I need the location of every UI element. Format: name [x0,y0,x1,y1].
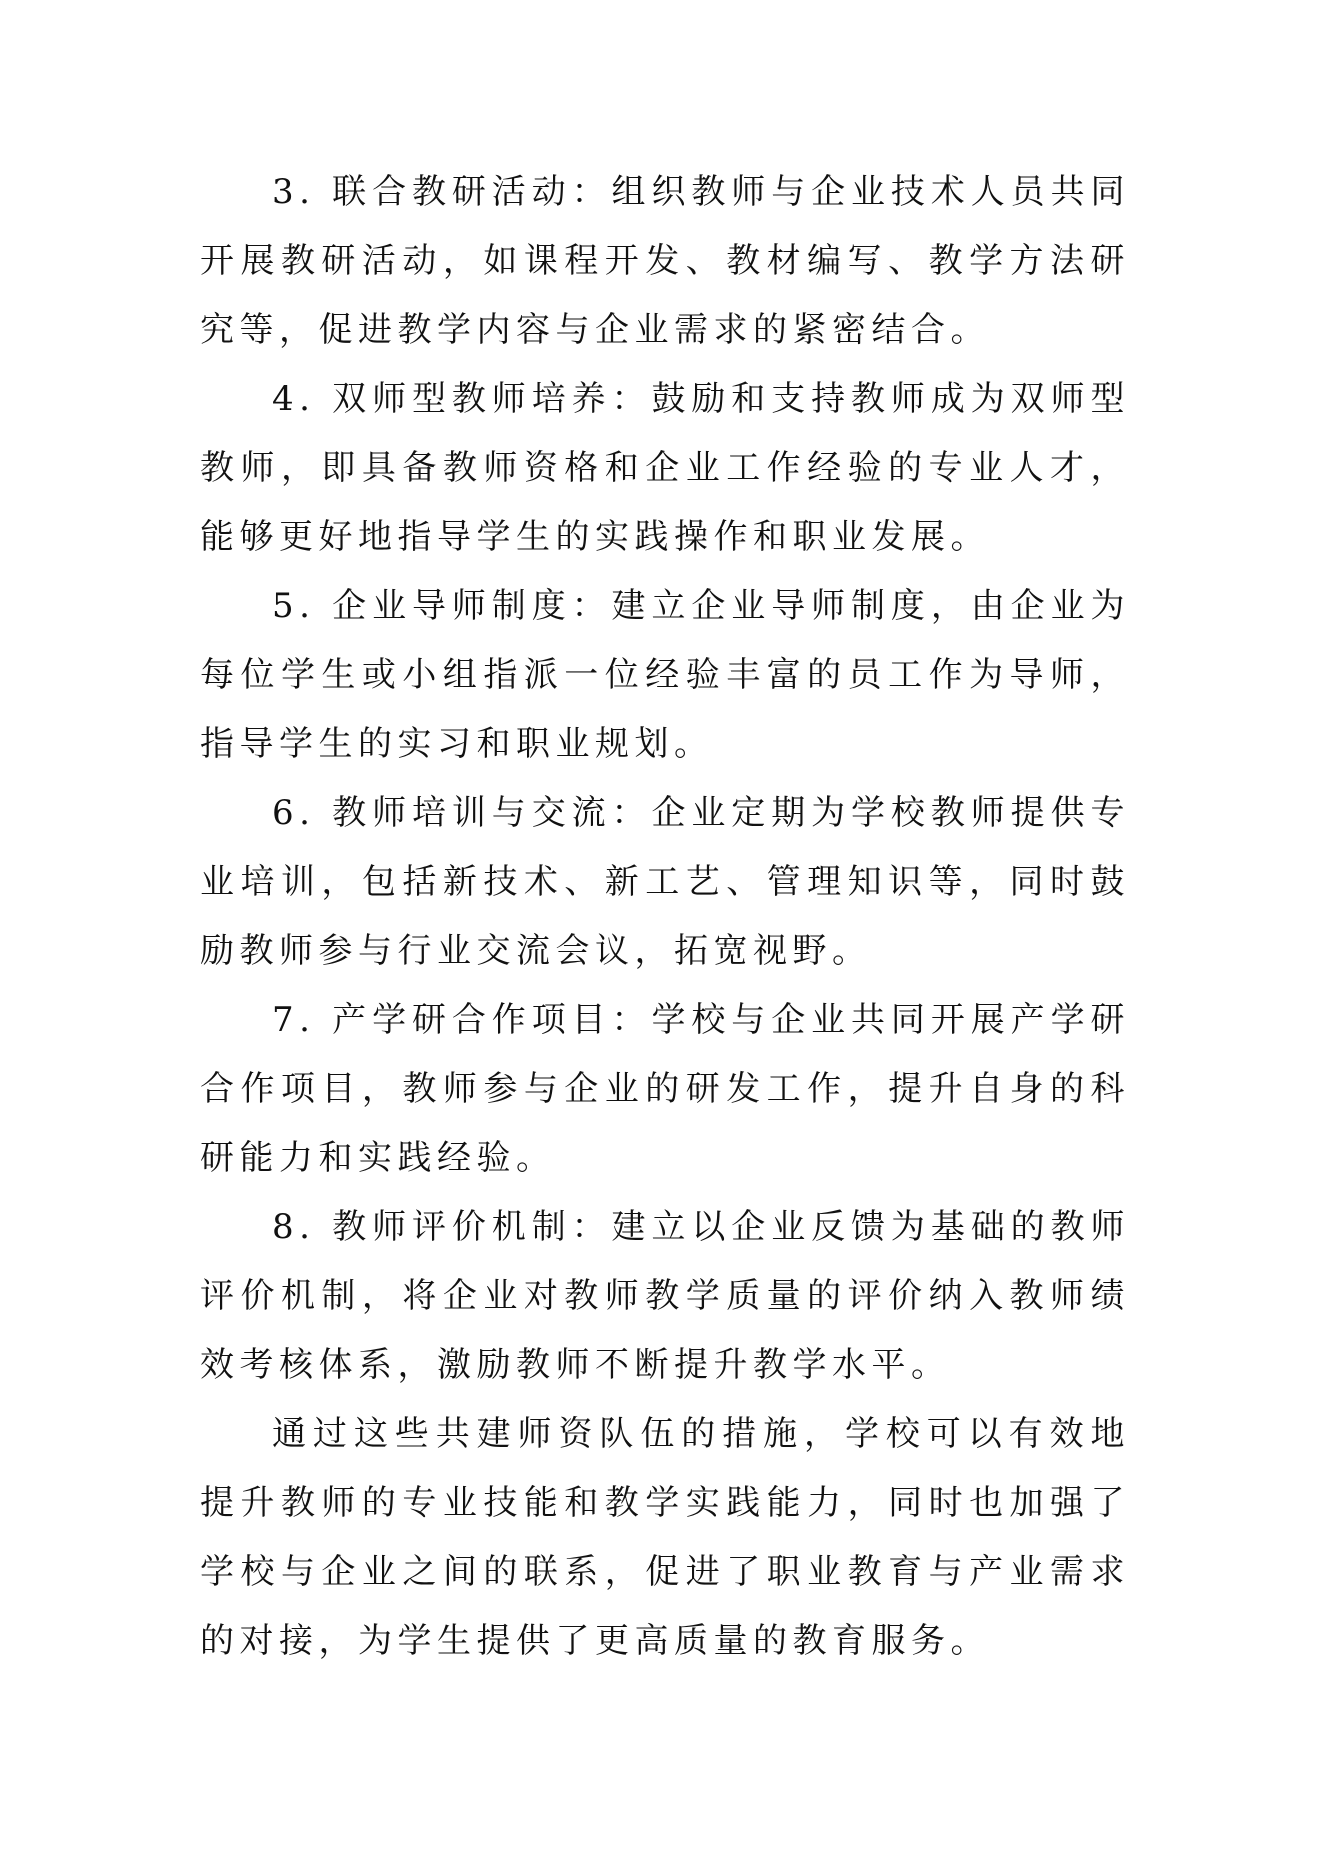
paragraph-item-6: 6. 教师培训与交流：企业定期为学校教师提供专业培训，包括新技术、新工艺、管理知识等，同时鼓励教师参与行业交流会议，拓宽视野。 [200,793,1130,971]
document-page [200,158,1130,1676]
paragraph-item-5: 5. 企业导师制度：建立企业导师制度，由企业为每位学生或小组指派一位经验丰富的员工作为导师，指导学生的实习和职业规划。 [200,586,1130,764]
summary-paragraph: 通过这些共建师资队伍的措施，学校可以有效地提升教师的专业技能和教学实践能力，同时也加强了学校与企业之间的联系，促进了职业教育与产业需求的对接，为学生提供了更高质量的教育服务。 [200,1414,1130,1661]
paragraph-item-7: 7. 产学研合作项目：学校与企业共同开展产学研合作项目，教师参与企业的研发工作，提升自身的科研能力和实践经验。 [200,1000,1130,1178]
paragraph-item-4: 4. 双师型教师培养：鼓励和支持教师成为双师型教师，即具备教师资格和企业工作经验的专业人才，能够更好地指导学生的实践操作和职业发展。 [200,379,1130,557]
paragraph-item-3: 3. 联合教研活动：组织教师与企业技术人员共同开展教研活动，如课程开发、教材编写、教学方法研究等，促进教学内容与企业需求的紧密结合。 [200,172,1130,350]
paragraph-item-8: 8. 教师评价机制：建立以企业反馈为基础的教师评价机制，将企业对教师教学质量的评价纳入教师绩效考核体系，激励教师不断提升教学水平。 [200,1207,1130,1385]
